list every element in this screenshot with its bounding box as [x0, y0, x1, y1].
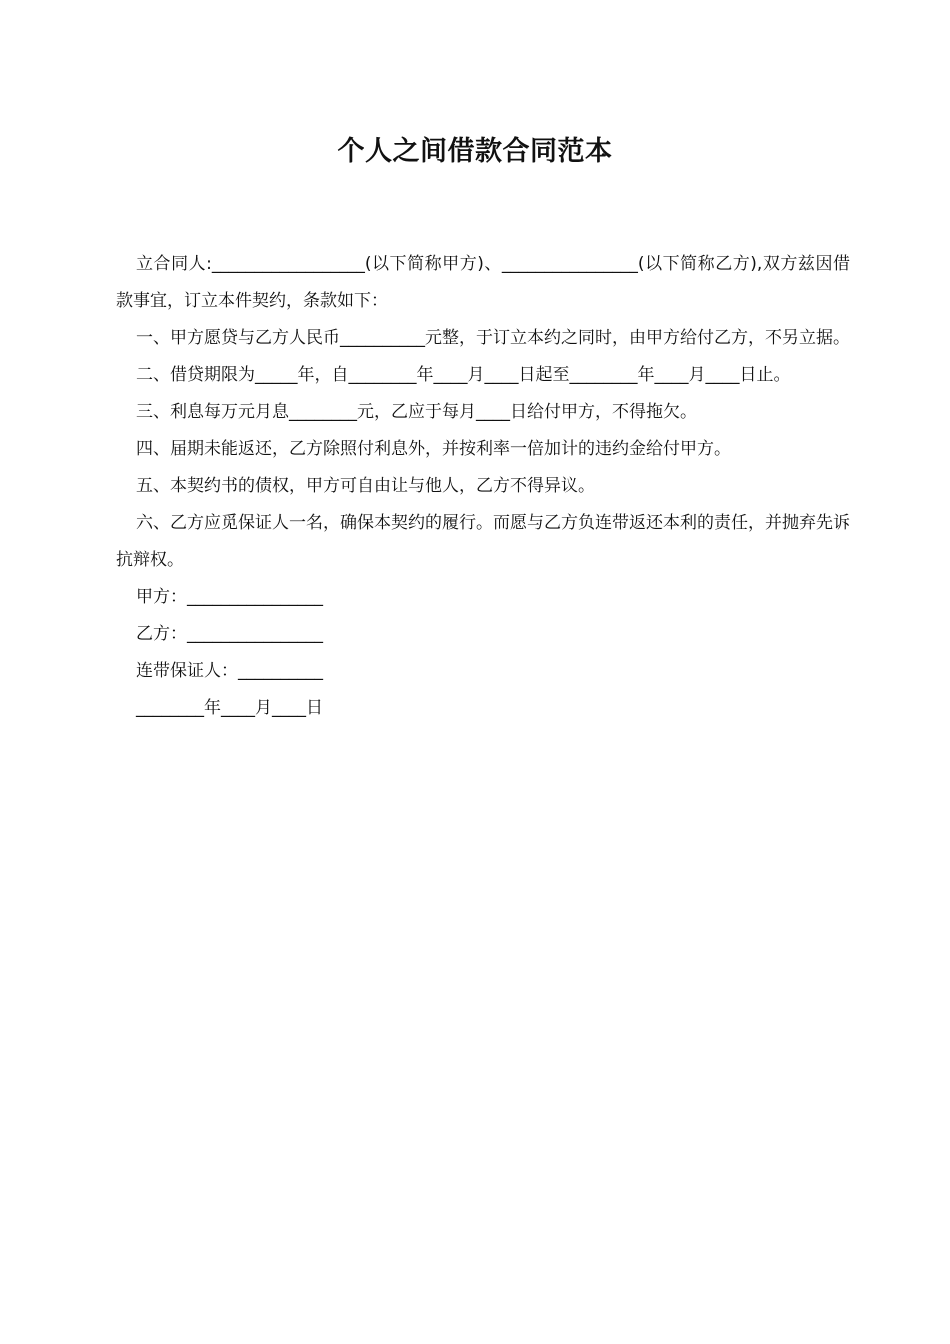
clause-5: 五、本契约书的债权，甲方可自由让与他人，乙方不得异议。: [136, 476, 595, 496]
clause-6: 六、乙方应觅保证人一名，确保本契约的履行。而愿与乙方负连带返还本利的责任，并抛弃先诉抗辩权。: [116, 513, 850, 570]
contract-body: [116, 246, 850, 727]
signature-party-b: 乙方：________________: [136, 624, 323, 644]
clause-2: 二、借贷期限为_____年，自________年____月____日起至________年____月____日止。: [136, 365, 791, 385]
signature-guarantor: 连带保证人：__________: [136, 661, 323, 681]
parties-paragraph: 立合同人:__________________(以下简称甲方)、________________(以下简称乙方),双方兹因借款事宜，订立本件契约，条款如下：: [116, 254, 850, 311]
document-title: 个人之间借款合同范本: [337, 136, 613, 167]
clause-3: 三、利息每万元月息________元，乙应于每月____日给付甲方，不得拖欠。: [136, 402, 697, 422]
clause-4: 四、届期未能返还，乙方除照付利息外，并按利率一倍加计的违约金给付甲方。: [136, 439, 731, 459]
signature-date: ________年____月____日: [136, 698, 323, 718]
clause-1: 一、甲方愿贷与乙方人民币__________元整，于订立本约之同时，由甲方给付乙方，不另立据。: [136, 328, 850, 348]
signature-party-a: 甲方：________________: [136, 587, 323, 607]
